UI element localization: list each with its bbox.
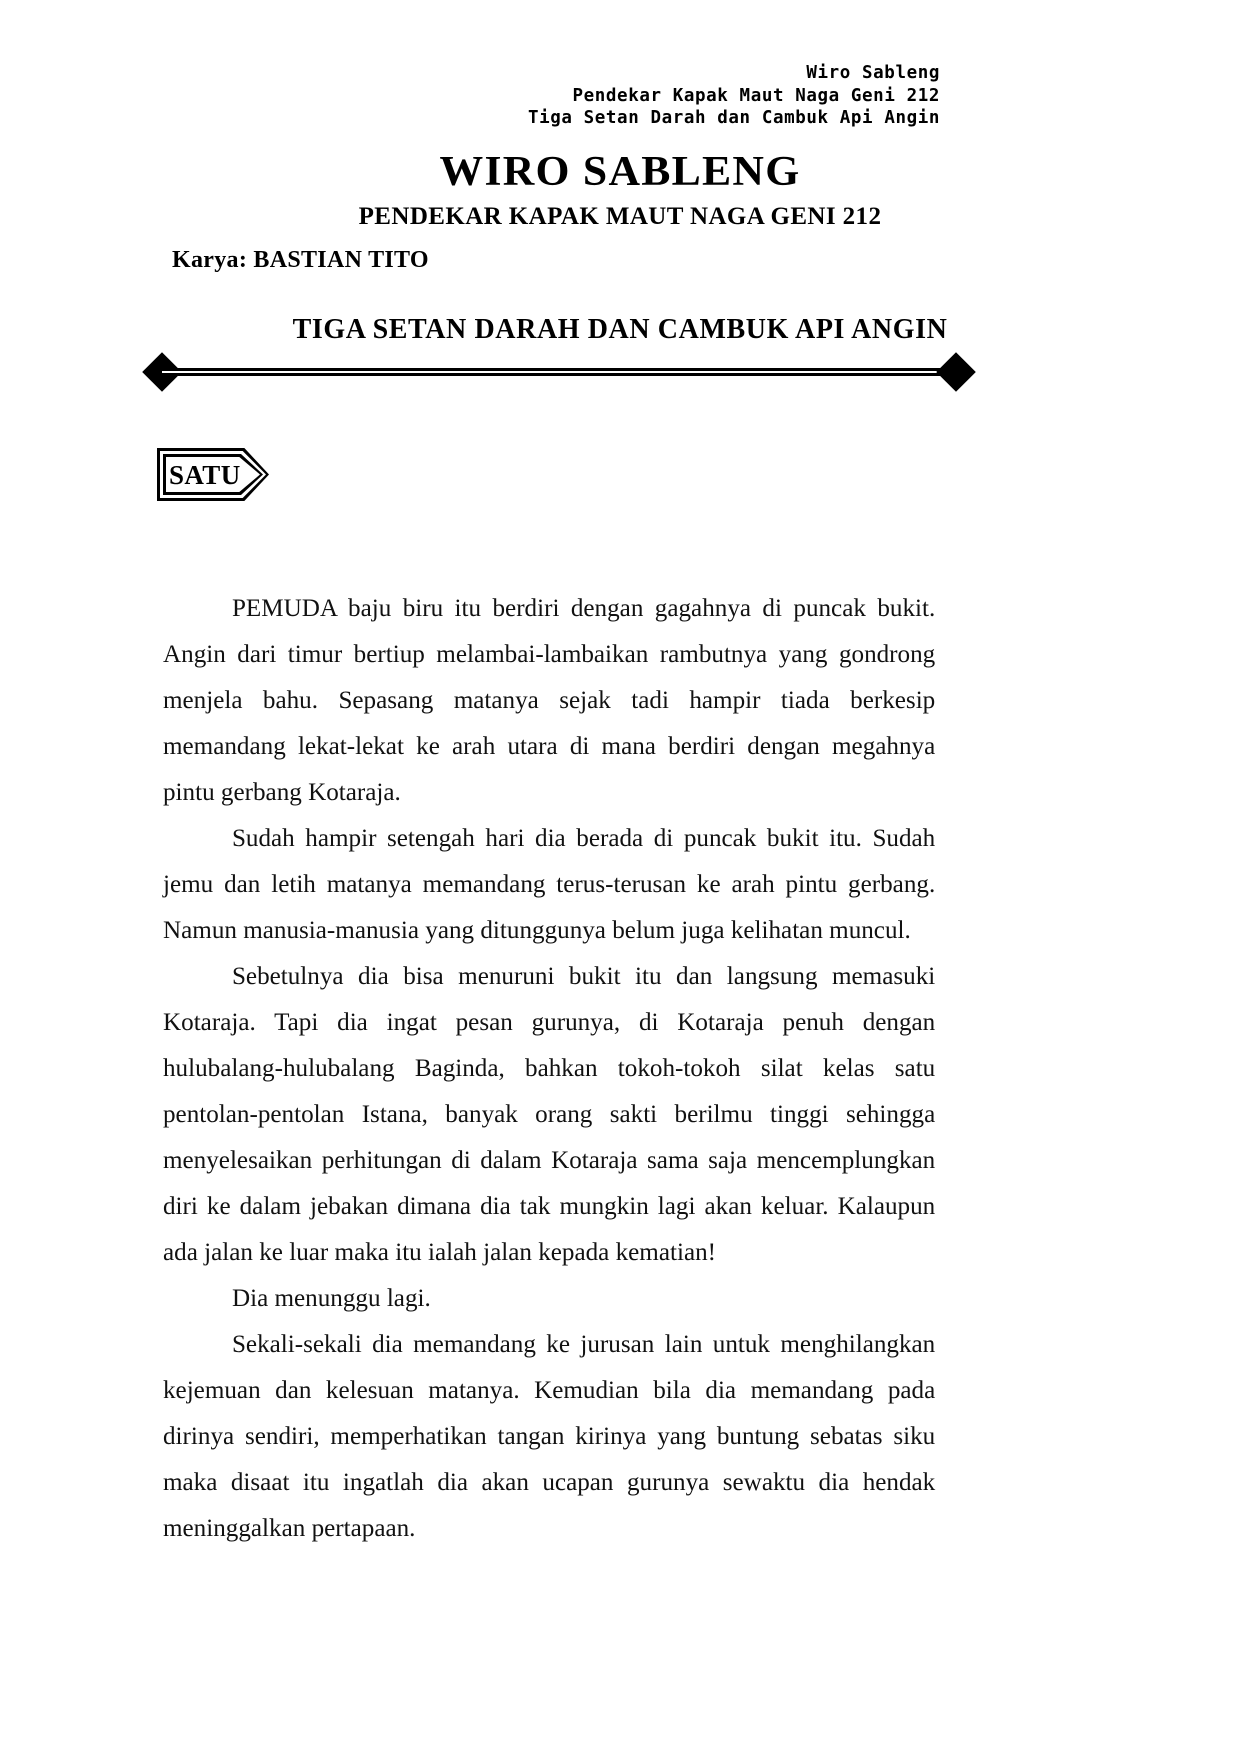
paragraph: Sekali-sekali dia memandang ke jurusan lain untuk menghilangkan kejemuan dan kelesuan matanya. Kemudian bila dia memandang pada dirinya sendiri, memperhatikan tangan kirinya yang buntung sebatas siku maka disaat itu ingatlah dia akan ucapan gurunya sewaktu dia hendak meninggalkan pertapaan. bbox=[163, 1329, 936, 1542]
body-text bbox=[163, 585, 947, 1551]
chapter-banner bbox=[157, 448, 269, 501]
running-header bbox=[340, 62, 940, 130]
story-title: TIGA SETAN DARAH DAN CAMBUK API ANGIN bbox=[292, 314, 948, 345]
decorative-divider bbox=[148, 358, 970, 386]
paragraph: Sebetulnya dia bisa menuruni bukit itu dan langsung memasuki Kotaraja. Tapi dia ingat pesan gurunya, di Kotaraja penuh dengan hulubalang-hulubalang Baginda, bahkan tokoh-tokoh silat kelas satu pentolan-pentolan Istana, banyak orang sakti berilmu tinggi sehingga menyelesaikan perhitungan di dalam Kotaraja sama saja mencemplungkan diri ke dalam jebakan dimana dia tak mungkin lagi akan keluar. Kalaupun ada jalan ke luar maka itu ialah jalan kepada kematian! bbox=[163, 961, 936, 1266]
chapter-label: SATU bbox=[169, 460, 241, 490]
author-line: Karya: BASTIAN TITO bbox=[172, 247, 429, 273]
running-header-line-1: Wiro Sableng bbox=[806, 63, 940, 83]
title-block bbox=[0, 148, 1240, 232]
paragraph: PEMUDA baju biru itu berdiri dengan gagahnya di puncak bukit. Angin dari timur bertiup melambai-lambaikan rambutnya yang gondrong menjela bahu. Sepasang matanya sejak tadi hampir tiada berkesip memandang lekat-lekat ke arah utara di mana berdiri dengan megahnya pintu gerbang Kotaraja. bbox=[163, 593, 936, 806]
page-subtitle: PENDEKAR KAPAK MAUT NAGA GENI 212 bbox=[358, 203, 882, 230]
running-header-line-2: Pendekar Kapak Maut Naga Geni 212 bbox=[572, 85, 940, 106]
diamond-right-icon bbox=[936, 352, 976, 392]
paragraph: Sudah hampir setengah hari dia berada di puncak bukit itu. Sudah jemu dan letih matanya memandang terus-terusan ke arah pintu gerbang. Namun manusia-manusia yang ditunggunya belum juga kelihatan muncul. bbox=[163, 823, 936, 944]
page-title: WIRO SABLENG bbox=[439, 149, 801, 195]
divider-bar bbox=[162, 368, 956, 376]
paragraph: Dia menunggu lagi. bbox=[231, 1283, 431, 1312]
running-header-line-3: Tiga Setan Darah dan Cambuk Api Angin bbox=[527, 108, 940, 128]
